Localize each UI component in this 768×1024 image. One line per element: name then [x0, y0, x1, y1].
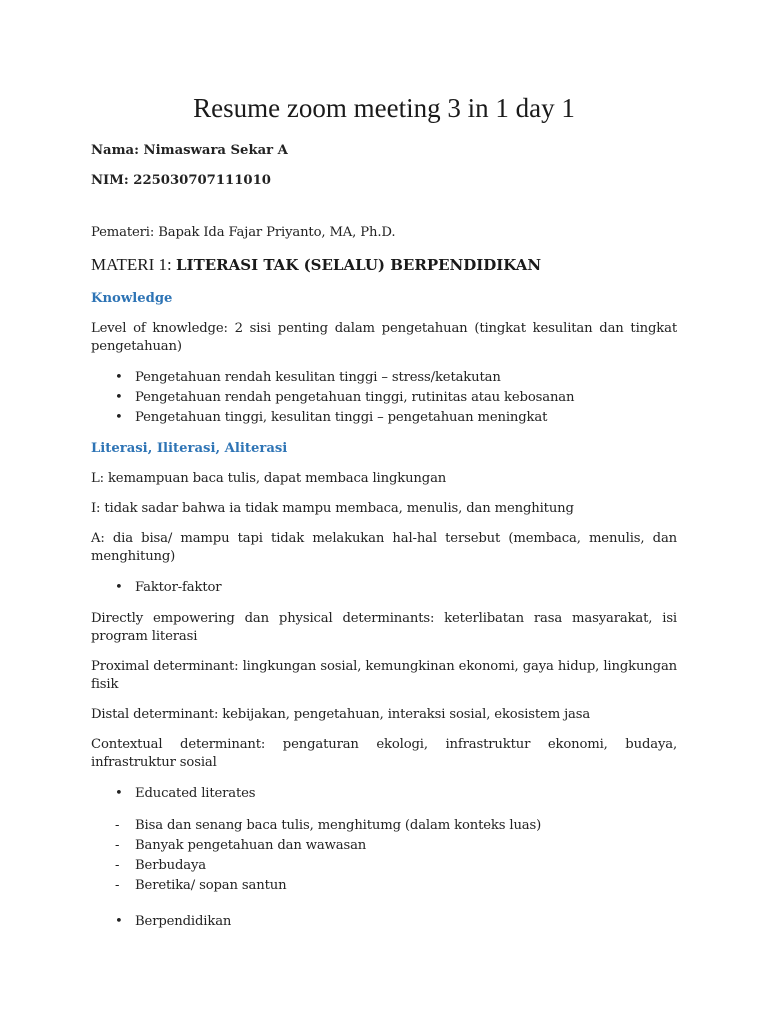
literasi-i-line: I: tidak sadar bahwa ia tidak mampu membaca, menulis, dan menghitung	[91, 501, 574, 516]
name-line: Nama: Nimaswara Sekar A	[91, 143, 288, 158]
proximal-determinant: Proximal determinant: lingkungan sosial, kemungkinan ekonomi, gaya hidup, lingkungan fisik	[91, 659, 677, 692]
bullet-icon: •	[115, 914, 123, 929]
document-title: Resume zoom meeting 3 in 1 day 1	[193, 93, 575, 123]
document-content	[91, 90, 677, 944]
directly-determinant: Directly empowering dan physical determinants: keterlibatan rasa masyarakat, isi program literasi	[91, 611, 677, 644]
nim-line: NIM: 225030707111010	[91, 173, 271, 188]
dash-icon: -	[115, 838, 120, 853]
list-item	[91, 912, 677, 932]
materi-title: LITERASI TAK (SELALU) BERPENDIDIKAN	[176, 256, 542, 274]
list-item	[91, 388, 677, 408]
contextual-determinant: Contextual determinant: pengaturan ekologi, infrastruktur ekonomi, budaya, infrastruktur sosial	[91, 737, 677, 770]
bullet-icon: •	[115, 390, 123, 405]
spacer	[91, 202, 677, 224]
bullet-icon: •	[115, 786, 123, 801]
educated-dash-list	[91, 816, 677, 896]
materi-prefix: MATERI 1:	[91, 255, 172, 274]
dash-icon: -	[115, 858, 120, 873]
literasi-l-line: L: kemampuan baca tulis, dapat membaca lingkungan	[91, 471, 447, 486]
distal-determinant: Distal determinant: kebijakan, pengetahuan, interaksi sosial, ekosistem jasa	[91, 707, 591, 722]
pemateri-line: Pemateri: Bapak Ida Fajar Priyanto, MA, Ph.D.	[91, 225, 396, 240]
knowledge-bullet-list	[91, 368, 677, 428]
list-item-text: Educated literates	[135, 786, 256, 801]
bullet-icon: •	[115, 580, 123, 595]
list-item-text: Bisa dan senang baca tulis, menghitumg (dalam konteks luas)	[135, 818, 542, 833]
list-item	[91, 784, 677, 804]
list-item	[91, 408, 677, 428]
list-item	[91, 856, 677, 876]
literasi-a-line: A: dia bisa/ mampu tapi tidak melakukan hal-hal tersebut (membaca, menulis, dan menghitung)	[91, 531, 677, 564]
list-item	[91, 876, 677, 896]
list-item-text: Pengetahuan tinggi, kesulitan tinggi – pengetahuan meningkat	[135, 410, 548, 425]
knowledge-intro: Level of knowledge: 2 sisi penting dalam pengetahuan (tingkat kesulitan dan tingkat pengetahuan)	[91, 321, 677, 354]
list-item	[91, 816, 677, 836]
list-item	[91, 836, 677, 856]
list-item-text: Faktor-faktor	[135, 580, 222, 595]
list-item-text: Berbudaya	[135, 858, 207, 873]
list-item-text: Beretika/ sopan santun	[135, 878, 287, 893]
list-item-text: Pengetahuan rendah pengetahuan tinggi, rutinitas atau kebosanan	[135, 390, 575, 405]
dash-icon: -	[115, 818, 120, 833]
educated-bullet-list	[91, 784, 677, 804]
bullet-icon: •	[115, 370, 123, 385]
list-item	[91, 368, 677, 388]
literasi-heading: Literasi, Iliterasi, Aliterasi	[91, 441, 288, 456]
faktor-bullet-list	[91, 578, 677, 598]
list-item-text: Pengetahuan rendah kesulitan tinggi – stress/ketakutan	[135, 370, 501, 385]
berpendidikan-bullet-list	[91, 912, 677, 932]
list-item-text: Berpendidikan	[135, 914, 232, 929]
materi-heading	[91, 254, 677, 276]
bullet-icon: •	[115, 410, 123, 425]
knowledge-heading: Knowledge	[91, 291, 173, 306]
list-item-text: Banyak pengetahuan dan wawasan	[135, 838, 367, 853]
dash-icon: -	[115, 878, 120, 893]
list-item	[91, 578, 677, 598]
